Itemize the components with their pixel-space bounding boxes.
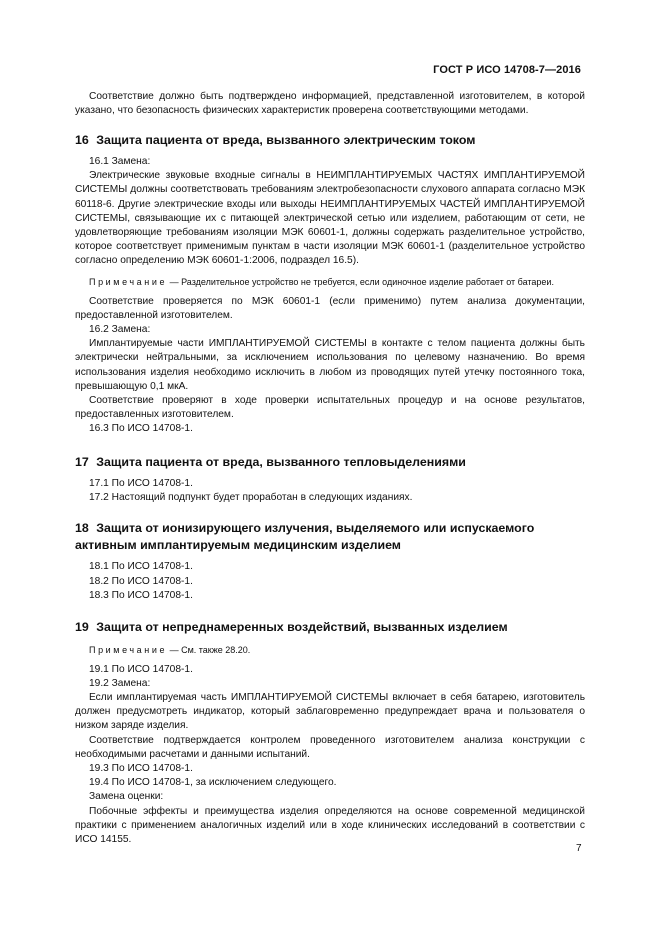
s16-note-label: Примечание bbox=[89, 276, 168, 287]
s16-1-text: Электрические звуковые входные сигналы в НЕИМПЛАНТИРУЕМЫХ ЧАСТЯХ ИМПЛАНТИРУЕМОЙ СИСТЕМЫ должны соответствовать требованиям электробезопасности слухового аппарата согласно МЭК 60118-6. Другие электрические входы или выходы НЕИМПЛАНТИРУЕМЫХ ЧАСТЕЙ ИМПЛАНТИРУЕМОЙ СИСТЕМЫ, связывающие их с питающей электрической сетью или изделием, работающим от сети, не удовлетворяющие требованиям изоляции МЭК 60601-1, должны содержать разделительное устройство, которое соответствует применимым пунктам в части изоляции МЭК 60601-1 (разделительное устройство согласно определению МЭК 60601-1:2006, подраздел 16.5). bbox=[75, 170, 585, 267]
s18-3-paragraph: 18.3 По ИСО 14708-1. bbox=[89, 589, 193, 601]
section-18-heading bbox=[75, 520, 585, 553]
s16-compliance-2: Соответствие проверяют в ходе проверки испытательных процедур и на основе результатов, предоставленных изготовителем. bbox=[75, 394, 585, 421]
s19-3-paragraph: 19.3 По ИСО 14708-1. bbox=[89, 763, 193, 774]
section-19-number: 19 bbox=[75, 620, 89, 635]
standard-header: ГОСТ Р ИСО 14708-7—2016 bbox=[433, 64, 581, 76]
s18-2-paragraph: 18.2 По ИСО 14708-1. bbox=[89, 575, 193, 587]
section-19-title: Защита от непреднамеренных воздействий, вызванных изделием bbox=[96, 620, 508, 635]
document-body bbox=[75, 90, 585, 847]
s17-1-paragraph: 17.1 По ИСО 14708-1. bbox=[89, 478, 193, 490]
section-16-heading bbox=[75, 132, 585, 149]
s16-3-paragraph: 16.3 По ИСО 14708-1. bbox=[89, 423, 193, 435]
section-19-heading bbox=[75, 619, 585, 636]
section-16-number: 16 bbox=[75, 133, 89, 148]
section-17-heading bbox=[75, 454, 585, 471]
s16-2-text: Имплантируемые части ИМПЛАНТИРУЕМОЙ СИСТЕМЫ в контакте с телом пациента должны быть электрически нейтральными, за исключением использования по целевому назначению. Во время использования изделия необходимо исключить в любом из проводящих путей утечку постоянного тока, превышающую 0,1 мкА. bbox=[75, 338, 585, 392]
s19-assessment-label: Замена оценки: bbox=[89, 791, 164, 803]
s19-note bbox=[75, 643, 585, 657]
s19-2-paragraph: 19.2 Замена: bbox=[89, 677, 151, 689]
s16-note-text: — Разделительное устройство не требуется, если одиночное изделие работает от батареи. bbox=[167, 276, 554, 287]
s17-2-paragraph: 17.2 Настоящий подпункт будет проработан в следующих изданиях. bbox=[89, 492, 413, 504]
section-18-title-line2: активным имплантируемым медицинским изделием bbox=[75, 537, 401, 552]
section-17-number: 17 bbox=[75, 454, 89, 469]
s16-1-paragraph: 16.1 Замена: bbox=[89, 155, 151, 167]
s19-compliance: Соответствие подтверждается контролем проведенного изготовителем анализа конструкции с необходимыми расчетами и данными испытаний. bbox=[75, 734, 585, 760]
s16-compliance-1: Соответствие проверяется по МЭК 60601-1 (если применимо) путем анализа документации, предоставленной изготовителем. bbox=[75, 295, 585, 321]
section-18-title-line1: Защита от ионизирующего излучения, выделяемого или испускаемого bbox=[96, 521, 535, 536]
page-number: 7 bbox=[576, 843, 582, 854]
s18-1-paragraph: 18.1 По ИСО 14708-1. bbox=[89, 561, 193, 573]
s19-note-text: — См. также 28.20. bbox=[167, 644, 251, 655]
s19-assessment-text: Побочные эффекты и преимущества изделия определяются на основе современной медицинской практики с применением аналогичных изделий или в ходе клинических исследований в соответствии с ИСО 14155. bbox=[75, 805, 585, 846]
s19-2-text: Если имплантируемая часть ИМПЛАНТИРУЕМОЙ СИСТЕМЫ включает в себя батарею, изготовитель должен предусмотреть индикатор, который заблаговременно предупреждает врача и пользователя о низком заряде изделия. bbox=[75, 691, 585, 732]
s16-note bbox=[75, 275, 585, 289]
s16-2-paragraph: 16.2 Замена: bbox=[89, 323, 151, 335]
section-17-title: Защита пациента от вреда, вызванного тепловыделениями bbox=[96, 454, 466, 469]
s19-1-paragraph: 19.1 По ИСО 14708-1. bbox=[89, 663, 193, 675]
section-16-title: Защита пациента от вреда, вызванного электрическим током bbox=[96, 133, 476, 148]
s19-4-paragraph: 19.4 По ИСО 14708-1, за исключением следующего. bbox=[89, 777, 337, 789]
section-18-number: 18 bbox=[75, 521, 89, 536]
intro-paragraph: Соответствие должно быть подтверждено информацией, представленной изготовителем, в которой указано, что безопасность физических характеристик проверена соответствующими методами. bbox=[75, 91, 585, 117]
s19-note-label: Примечание bbox=[89, 644, 168, 655]
